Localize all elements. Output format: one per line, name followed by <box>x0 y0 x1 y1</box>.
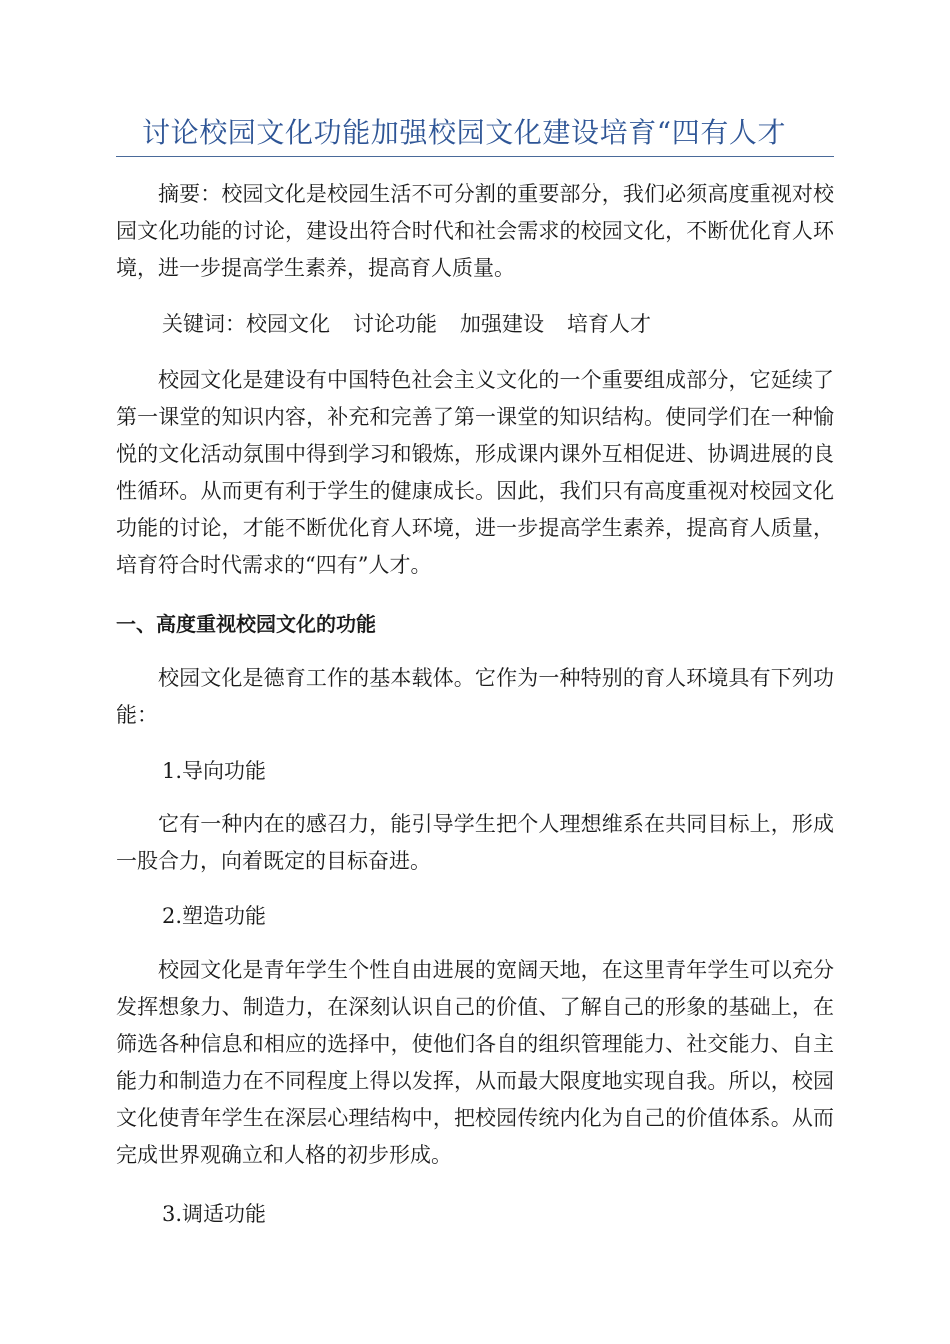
item-title-guidance: 1.导向功能 <box>162 759 267 783</box>
keyword-item: 加强建设 <box>460 312 544 336</box>
keywords-line <box>162 306 651 343</box>
keywords-label: 关键词： <box>162 312 246 336</box>
title-block <box>116 112 834 157</box>
intro-paragraph: 校园文化是建设有中国特色社会主义文化的一个重要组成部分，它延续了第一课堂的知识内容，补充和完善了第一课堂的知识结构。使同学们在一种愉悦的文化活动氛围中得到学习和锻炼，形成课内课外互相促进、协调进展的良性循环。从而更有利于学生的健康成长。因此，我们只有高度重视对校园文化功能的讨论，才能不断优化育人环境，进一步提高学生素养，提高育人质量，培育符合时代需求的“四有”人才。 <box>116 368 834 577</box>
document-title: 讨论校园文化功能加强校园文化建设培育“四有人才 <box>142 116 787 149</box>
abstract-paragraph: 摘要：校园文化是校园生活不可分割的重要部分，我们必须高度重视对校园文化功能的讨论，建设出符合时代和社会需求的校园文化，不断优化育人环境，进一步提高学生素养，提高育人质量。 <box>116 182 834 280</box>
item-title-shaping: 2.塑造功能 <box>162 904 267 928</box>
item-text-guidance: 它有一种内在的感召力，能引导学生把个人理想维系在共同目标上，形成一股合力，向着既定的目标奋进。 <box>116 812 834 873</box>
section-intro-paragraph: 校园文化是德育工作的基本载体。它作为一种特别的育人环境具有下列功能： <box>116 666 834 727</box>
keyword-item: 讨论功能 <box>353 312 437 336</box>
keyword-item: 校园文化 <box>246 312 330 336</box>
item-title-adjusting: 3.调适功能 <box>162 1202 267 1226</box>
keyword-item: 培育人才 <box>567 312 651 336</box>
section-heading: 一、高度重视校园文化的功能 <box>116 612 376 636</box>
item-text-shaping: 校园文化是青年学生个性自由进展的宽阔天地，在这里青年学生可以充分发挥想象力、制造力，在深刻认识自己的价值、了解自己的形象的基础上，在筛选各种信息和相应的选择中，使他们各自的组织管理能力、社交能力、自主能力和制造力在不同程度上得以发挥，从而最大限度地实现自我。所以，校园文化使青年学生在深层心理结构中，把校园传统内化为自己的价值体系。从而完成世界观确立和人格的初步形成。 <box>116 958 834 1167</box>
